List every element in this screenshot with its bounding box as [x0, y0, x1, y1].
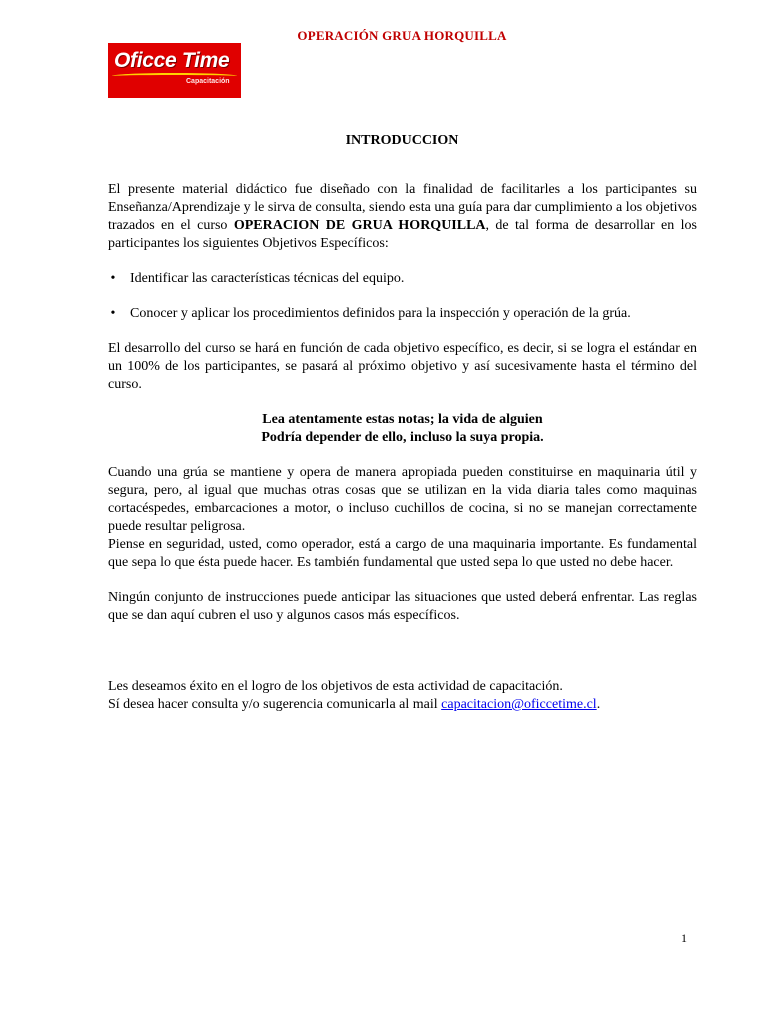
section-heading: INTRODUCCION: [345, 133, 459, 148]
bullet-icon: •: [110, 306, 116, 321]
document-body: [108, 181, 697, 714]
intro-paragraph: [108, 181, 697, 253]
intro-text-pre: El presente material didáctico fue diseñado con la finalidad de facilitarles a los participantes su Enseñanza/Aprendizaje y le sirva de consulta, siendo esta una guía para dar cumplimiento a los objetivos trazados en el curso: [108, 182, 697, 233]
objective-text: Identificar las características técnicas del equipo.: [130, 271, 405, 286]
document-header-title: OPERACIÓN GRUA HORQUILLA: [297, 28, 507, 43]
bullet-icon: •: [110, 271, 116, 286]
closing-text: Sí desea hacer consulta y/o sugerencia comunicarla al mail: [108, 697, 442, 712]
logo-tagline: Capacitación: [186, 78, 230, 85]
instructions-paragraph: Ningún conjunto de instrucciones puede anticipar las situaciones que usted deberá enfrentar. Las reglas que se dan aquí cubren el uso y algunos casos más específicos.: [108, 590, 697, 623]
warning-note: [108, 411, 697, 447]
intro-text-post: , de tal forma de desarrollar en los participantes los siguientes Objetivos Específicos:: [108, 218, 697, 251]
list-item: [108, 305, 697, 323]
development-paragraph: El desarrollo del curso se hará en función de cada objetivo específico, es decir, si se logra el estándar en un 100% de los participantes, se pasará al próximo objetivo y así sucesivamente hasta el término del curso.: [108, 341, 697, 392]
logo-name: Oficce Time: [114, 49, 230, 72]
objective-text: Conocer y aplicar los procedimientos definidos para la inspección y operación de la grúa.: [130, 306, 631, 321]
closing-line-2: [108, 696, 697, 714]
safety-paragraph: Piense en seguridad, usted, como operador, está a cargo de una maquinaria importante. Es fundamental que sepa lo que ésta puede hacer. Es también fundamental que usted sepa lo que usted no debe hacer.: [108, 537, 697, 570]
contact-email-link[interactable]: capacitacion@oficcetime.cl: [441, 697, 597, 712]
objectives-list: [108, 270, 697, 323]
course-name: OPERACION DE GRUA HORQUILLA: [233, 218, 486, 233]
maintenance-paragraph: Cuando una grúa se mantiene y opera de manera apropiada pueden constituirse en maquinaria útil y segura, pero, al igual que muchas otras cosas que se utilizan en la vida diaria tales como maquinas cortacéspedes, embarcaciones a motor, o incluso cuchillos de cocina, si no se manejan correctamente puede resultar peligrosa.: [108, 465, 697, 534]
closing-line-1: Les deseamos éxito en el logro de los objetivos de esta actividad de capacitación.: [108, 679, 563, 694]
list-item: [108, 270, 697, 288]
warning-line-2: Podría depender de ello, incluso la suya propia.: [261, 430, 544, 445]
page-number: 1: [681, 931, 687, 945]
warning-line-1: Lea atentamente estas notas; la vida de alguien: [262, 412, 543, 427]
company-logo: [108, 43, 241, 98]
closing-period: .: [596, 697, 601, 712]
closing-section: [108, 678, 697, 714]
